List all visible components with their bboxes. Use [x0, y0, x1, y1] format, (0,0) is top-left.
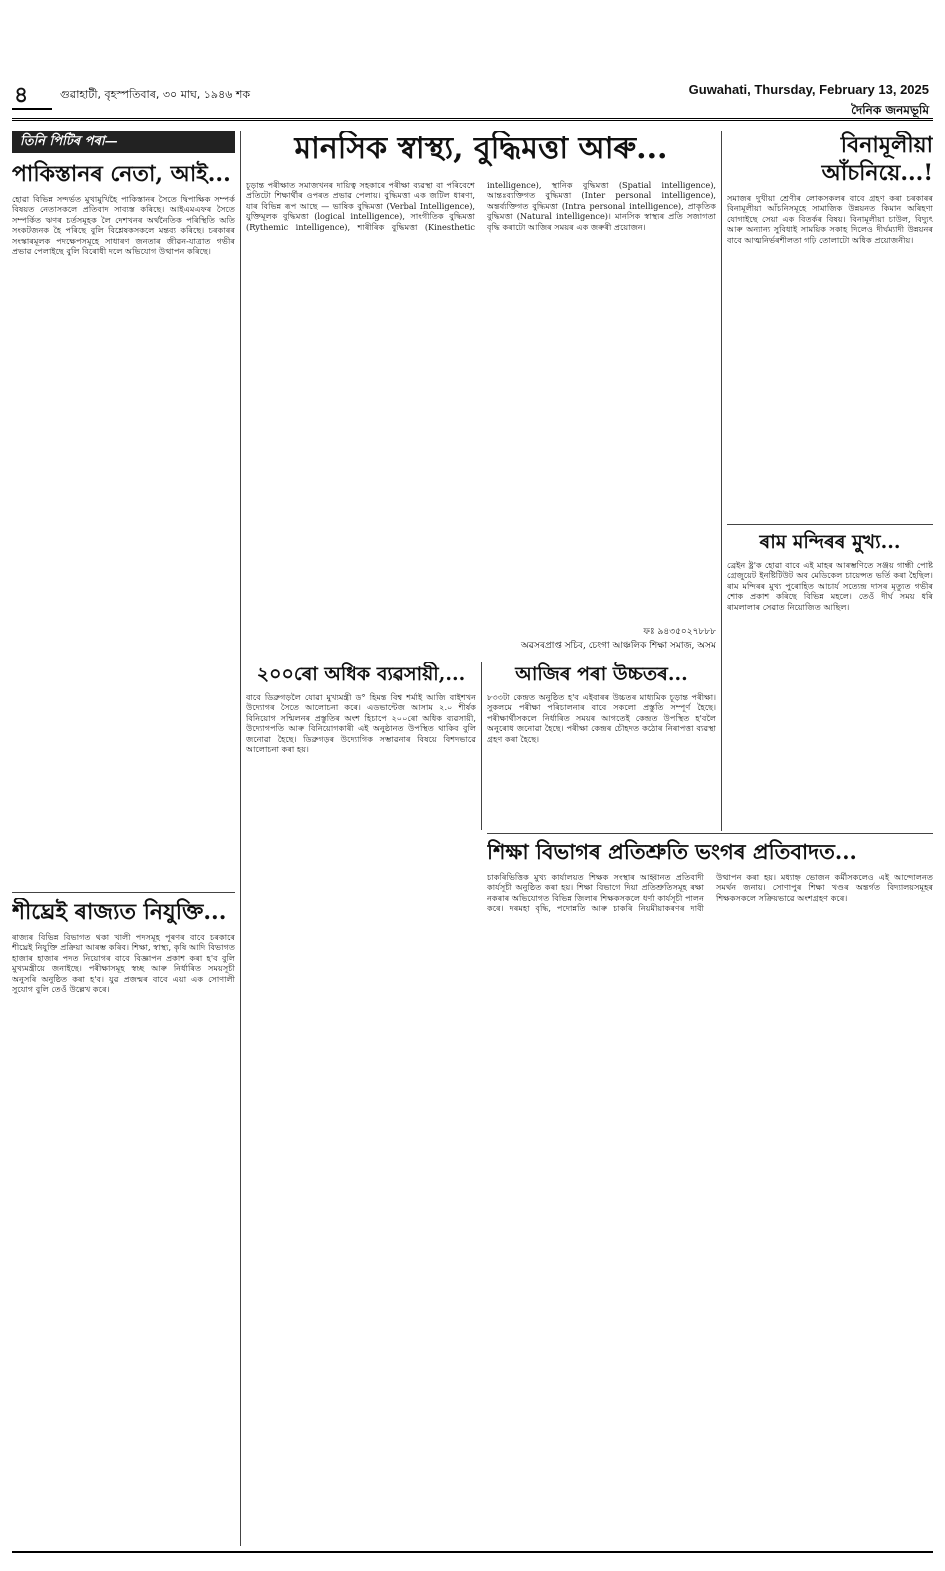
header-rule: [12, 118, 933, 121]
col-rule-3: [721, 131, 722, 831]
article-binamuliya: [727, 131, 933, 521]
headline-education-dept: শিক্ষা বিভাগৰ প্ৰতিশ্ৰুতি ভংগৰ প্ৰতিবাদত...: [487, 839, 857, 864]
headline-appointment: শীঘ্ৰেই ৰাজ্যত নিযুক্তি...: [12, 899, 227, 925]
bottom-rule: [12, 1551, 933, 1553]
body-ram-mandir: ব্ৰেইন ষ্ট্ৰ'ক হোৱা বাবে এই মাহৰ আৰম্ভণিতে সঞ্জয় গান্ধী পোষ্ট গ্ৰেজুয়েট ইনষ্টিটিউট অব মেডিকেল চায়েন্সত ভৰ্তি কৰা হৈছিল। ৰাম মন্দিৰৰ মুখ্য পুৰোহিত আচাৰ্য সত্যেন্দ্ৰ দাসৰ মৃত্যুত গভীৰ শোক প্ৰকাশ কৰিছে বিভিন্ন মহলে। তেওঁ দীৰ্ঘ সময় ধৰি ৰামলালাৰ সেৱাত নিয়োজিত আছিল।: [727, 560, 933, 612]
article-mental-health: [246, 180, 716, 655]
body-mental-health: চূড়ান্ত পৰীক্ষাত সমাজখনৰ দায়িত্ব সহকাৰে পৰীক্ষা ব্যৱস্থা বা পৰিবেশে প্ৰতিটো শিক্ষাৰ্থীৰ ওপৰত প্ৰভাৱ পেলায়। বুদ্ধিমত্তা এক জটিল ধাৰণা, যাৰ বিভিন্ন ৰূপ আছে — ভাষিক বুদ্ধিমত্তা (Verbal Intelligence), যুক্তিমূলক বুদ্ধিমত্তা (logical intelligence), সাংগীতিক বুদ্ধিমত্তা (Rythemic intelligence), শাৰীৰিক বুদ্ধিমত্তা (Kinesthetic intelligence), স্থানিক বুদ্ধিমত্তা (Spatial intelligence), আন্তঃব্যক্তিগত বুদ্ধিমত্তা (Inter personal intelligence), অন্তৰ্ব্যক্তিগত বুদ্ধিমত্তা (Intra personal intelligence), প্ৰাকৃতিক বুদ্ধিমত্তা (Natural intelligence)। মানসিক স্বাস্থ্যৰ প্ৰতি সজাগতা বৃদ্ধি কৰাটো আজিৰ সময়ৰ এক জৰুৰী প্ৰয়োজন।: [246, 180, 716, 232]
col-rule-1: [240, 131, 241, 1546]
headline-ram-mandir: ৰাম মন্দিৰৰ মুখ্য...: [759, 531, 901, 553]
dateline-assamese: গুৱাহাটী, বৃহস্পতিবাৰ, ৩০ মাঘ, ১৯৪৬ শক: [60, 88, 251, 101]
page-header: [12, 78, 933, 120]
divider-col1: [12, 892, 235, 893]
article-appointment: [12, 898, 235, 1546]
headline-mental-health: মানসিক স্বাস্থ্য, বুদ্ধিমত্তা আৰু...: [294, 131, 668, 166]
dateline-english: Guwahati, Thursday, February 13, 2025: [688, 82, 929, 97]
body-businessmen: বাবে ডিব্ৰুগড়লৈ যোৱা মুখ্যমন্ত্ৰী ড° হিমন্ত বিশ্ব শৰ্মাই আজি বাইশখন উদ্যোগৰ সৈতে আলোচনা কৰে। এডভান্টেজ আসাম ২.০ শীৰ্ষক বিনিয়োগ সন্মিলনৰ প্ৰস্তুতিৰ অংশ হিচাপে ২০০ৰো অধিক ব্যৱসায়ী, উদ্যোগপতি আৰু বিনিয়োগকাৰী এই অনুষ্ঠানত উপস্থিত থাকিব বুলি জনোৱা হৈছে। ডিব্ৰুগড়ৰ উদ্যোগিক সম্ভাৱনাৰ বিষয়ে বিশদভাৱে আলোচনা কৰা হয়।: [246, 692, 476, 755]
mental-health-title-box: [246, 131, 716, 173]
article-pakistan: [12, 160, 235, 890]
body-education-dept: চাকৰিভিত্তিক মুখ্য কাৰ্যালয়ত শিক্ষক সংস্থাৰ আহ্বানত প্ৰতিবাদী কাৰ্যসূচী অনুষ্ঠিত কৰা হয়। শিক্ষা বিভাগে দিয়া প্ৰতিশ্ৰুতিসমূহ ৰক্ষা নকৰাৰ অভিযোগত বিভিন্ন জিলাৰ শিক্ষকসকলে ধৰ্ণা কাৰ্যসূচী পালন কৰে। দৰমহা বৃদ্ধি, পদোন্নতি আৰু চাকৰি নিয়মীয়াকৰণৰ দাবী উত্থাপন কৰা হয়। মধ্যাহ্ন ভোজন কৰ্মীসকলেও এই আন্দোলনত সমৰ্থন জনায়। সোণাপুৰ শিক্ষা খণ্ডৰ অন্তৰ্গত বিদ্যালয়সমূহৰ শিক্ষকসকলে সক্ৰিয়ভাৱে অংশগ্ৰহণ কৰে।: [487, 872, 933, 914]
body-appointment: ৰাজ্যৰ বিভিন্ন বিভাগত থকা খালী পদসমূহ পূৰণৰ বাবে চৰকাৰে শীঘ্ৰেই নিযুক্তি প্ৰক্ৰিয়া আৰম্ভ কৰিব। শিক্ষা, স্বাস্থ্য, কৃষি আদি বিভাগত হাজাৰ হাজাৰ পদত নিয়োগৰ বাবে বিজ্ঞাপন প্ৰকাশ কৰা হ'ব বুলি মুখ্যমন্ত্ৰীয়ে জনাইছে। পৰীক্ষাসমূহ স্বচ্ছ আৰু নিৰ্ধাৰিত সময়সূচী অনুসৰি অনুষ্ঠিত কৰা হ'ব। যুৱ প্ৰজন্মৰ বাবে এয়া এক সোণালী সুযোগ বুলি তেওঁ উল্লেখ কৰে।: [12, 932, 235, 995]
page-number: ৪: [14, 82, 29, 108]
article-ram-mandir: [727, 530, 933, 830]
page-number-underline: [12, 108, 52, 110]
body-binamuliya: সমাজৰ দুখীয়া শ্ৰেণীৰ লোকসকলৰ বাবে গ্ৰহণ কৰা চৰকাৰৰ বিনামূলীয়া আঁচনিসমূহে সামাজিক উন্নয়নত কিমান অৰিহণা যোগাইছে সেয়া এক বিতৰ্কৰ বিষয়। বিনামূলীয়া চাউল, বিদ্যুৎ আৰু অন্যান্য সুবিধাই সাময়িক সকাহ দিলেও দীৰ্ঘম্যাদী উন্নয়নৰ বাবে আত্মনিৰ্ভৰশীলতা গঢ়ি তোলাটো অধিক প্ৰয়োজনীয়।: [727, 193, 933, 245]
headline-pakistan: পাকিস্তানৰ নেতা, আই...: [12, 161, 231, 187]
divider-education: [487, 833, 933, 834]
article-education-dept: [487, 838, 933, 1546]
article-higher-studies: [487, 662, 716, 828]
body-pakistan: হোৱা বিভিন্ন সন্দৰ্ভত মুখামুখিহৈ পাকিস্তানৰ সৈতে দ্বিপাক্ষিক সম্পৰ্ক বিষয়ত নেতাসকলে প্ৰতিবাদ সাব্যস্ত কৰিছে। আইএমএফৰ সৈতে সম্পৰ্কিত ঋণৰ চৰ্তসমূহক লৈ দেশখনৰ অৰ্থনৈতিক পৰিস্থিতি অতি সংকটজনক হৈ পৰিছে বুলি বিশ্লেষকসকলে মন্তব্য কৰিছে। চৰকাৰৰ সংস্কাৰমূলক পদক্ষেপসমূহে সাধাৰণ জনতাৰ জীৱন-যাত্ৰাত গভীৰ প্ৰভাৱ পেলাইছে বুলি বিৰোধী দলে অভিযোগ উত্থাপন কৰিছে।: [12, 194, 235, 257]
section-kicker: তিনি পিটিৰ পৰা—: [12, 131, 235, 153]
headline-businessmen: ২০০ৰো অধিক ব্যৱসায়ী,...: [256, 663, 466, 685]
paper-name: দৈনিক জনমভূমি: [851, 103, 929, 117]
col-rule-2: [481, 662, 482, 830]
article-businessmen: [246, 662, 476, 1202]
phone-mental-health: ফঃ ৯৪৩৫০২৭৮৮৮: [643, 627, 716, 637]
body-higher-studies: ৮৩৩টা কেন্দ্ৰত অনুষ্ঠিত হ'ব এইবাৰৰ উচ্চতৰ মাধ্যমিক চূড়ান্ত পৰীক্ষা। সুকলমে পৰীক্ষা পৰিচালনাৰ বাবে সকলো প্ৰস্তুতি সম্পূৰ্ণ হৈছে। পৰীক্ষাৰ্থীসকলে নিৰ্ধাৰিত সময়ৰ আগতেই কেন্দ্ৰত উপস্থিত হ'বলৈ অনুৰোধ জনোৱা হৈছে। পৰীক্ষা কেন্দ্ৰৰ চৌহদত কঠোৰ নিৰাপত্তা ব্যৱস্থা গ্ৰহণ কৰা হৈছে।: [487, 692, 716, 744]
headline-binamuliya: বিনামূলীয়া আঁচনিয়ে...!: [821, 132, 933, 186]
headline-higher-studies: আজিৰ পৰা উচ্চতৰ...: [515, 663, 688, 685]
divider-col4: [727, 524, 933, 525]
byline-mental-health: অৱসৰপ্ৰাপ্ত সচিব, চেংগা আঞ্চলিক শিক্ষা সমাজ, অসম: [520, 641, 716, 651]
